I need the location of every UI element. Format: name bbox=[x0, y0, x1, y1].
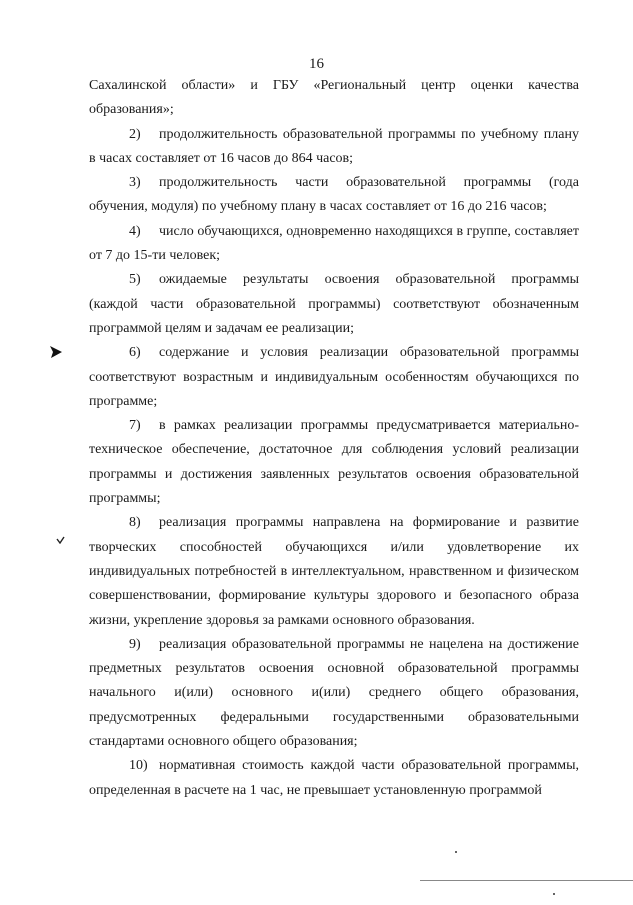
margin-arrow-mark bbox=[49, 345, 63, 359]
list-item bbox=[89, 268, 579, 341]
list-item bbox=[89, 171, 579, 220]
item-number: 5) bbox=[129, 272, 141, 288]
item-text: нормативная стоимость каждой части образовательной программы, определенная в расчете на 1 час, не превышает установленную программой bbox=[89, 758, 579, 798]
item-number: 8) bbox=[129, 515, 141, 531]
list-item bbox=[89, 754, 579, 803]
item-number: 10) bbox=[129, 758, 148, 774]
item-number: 4) bbox=[129, 223, 141, 239]
list-item bbox=[89, 414, 579, 511]
list-item bbox=[89, 511, 579, 632]
list-item bbox=[89, 633, 579, 754]
page-number: 16 bbox=[309, 56, 324, 72]
item-text: число обучающихся, одновременно находящихся в группе, составляет от 7 до 15-ти человек; bbox=[89, 223, 579, 264]
item-text: содержание и условия реализации образовательной программы соответствуют возрастным и индивидуальным особенностям обучающихся по программе; bbox=[89, 345, 579, 409]
item-number: 2) bbox=[129, 126, 141, 142]
list-item bbox=[89, 220, 579, 269]
list-item bbox=[89, 123, 579, 172]
scan-speck bbox=[553, 893, 555, 895]
item-number: 6) bbox=[129, 345, 141, 361]
item-text: продолжительность части образовательной программы (года обучения, модуля) по учебному плану в часах составляет от 16 до 216 часов; bbox=[89, 175, 579, 215]
margin-check-mark bbox=[56, 536, 65, 544]
scan-artifact-line bbox=[420, 880, 633, 881]
intro-paragraph: Сахалинской области» и ГБУ «Региональный центр оценки качества образования»; bbox=[89, 78, 579, 118]
item-text: в рамках реализации программы предусматривается материально-техническое обеспечение, достаточное для соблюдения условий реализации программы и достижения заявленных результатов освоения образовательной программы; bbox=[89, 418, 579, 507]
item-text: продолжительность образовательной программы по учебному плану в часах составляет от 16 часов до 864 часов; bbox=[89, 126, 579, 166]
item-text: ожидаемые результаты освоения образовательной программы (каждой части образовательной программы) соответствуют обозначенным программой целям и задачам ее реализации; bbox=[89, 272, 579, 336]
item-text: реализация программы направлена на формирование и развитие творческих способностей обучающихся и/или удовлетворение их индивидуальных потребностей в интеллектуальном, нравственном и физическом совершенствовании, формирование культуры здорового и безопасного образа жизни, укрепление здоровья за рамками основного образования. bbox=[89, 515, 579, 628]
document-body bbox=[89, 74, 579, 803]
item-number: 3) bbox=[129, 175, 141, 191]
list-item bbox=[89, 341, 579, 414]
item-number: 7) bbox=[129, 418, 141, 434]
item-number: 9) bbox=[129, 636, 141, 652]
item-text: реализация образовательной программы не нацелена на достижение предметных результатов освоения основной образовательной программы начального и(или) основного и(или) среднего общего образования, предусмотренных федеральными государственными образовательными стандартами основного общего образования; bbox=[89, 636, 579, 750]
scan-speck bbox=[455, 851, 457, 853]
